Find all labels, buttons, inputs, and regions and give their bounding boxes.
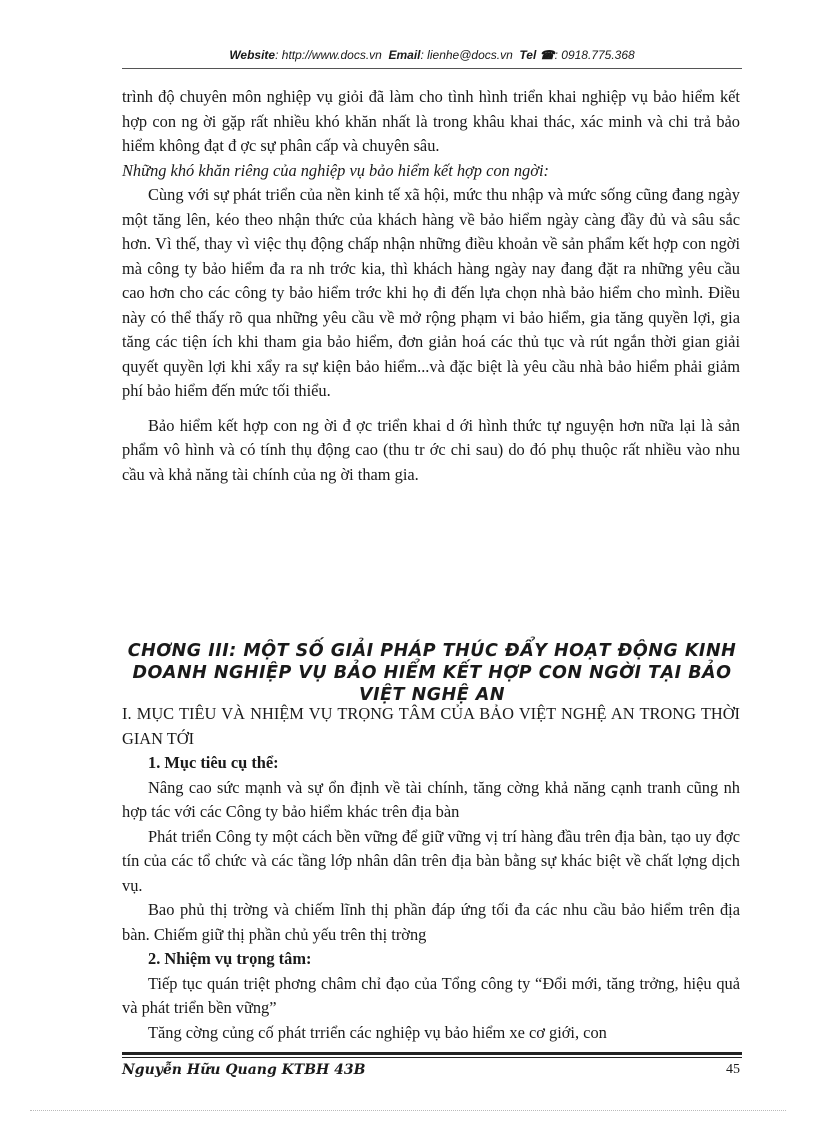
section-block (122, 702, 740, 1045)
section-title: I. MỤC TIÊU VÀ NHIỆM VỤ TRỌNG TÂM CỦA BẢO VIỆT NGHỆ AN TRONG THỜI GIAN TỚI (122, 704, 740, 748)
website-label: Website (229, 48, 276, 62)
footer-divider-thick (122, 1052, 742, 1055)
chapter-title: CHƠNG III: MỘT SỐ GIẢI PHÁP THÚC ĐẨY HOẠT ĐỘNG KINH DOANH NGHIỆP VỤ BẢO HIỂM KẾT HỢP CON NGỜI TẠI BẢO VIỆT NGHỆ AN (127, 641, 737, 705)
paragraph-3: Cùng với sự phát triển của nền kinh tế xã hội, mức thu nhập và mức sống cũng đang ngày một tăng lên, kéo theo nhận thức của khách hàng về bảo hiểm ngày càng đầy đủ và sâu sắc hơn. Vì thế, thay vì việc thụ động chấp nhận những điều khoản về sản phẩm kết hợp con ngời mà công ty bảo hiểm đa ra nh trớc kia, thì khách hàng ngày nay đang đặt ra những yêu cầu cao hơn cho các công ty bảo hiểm trớc khi họ đi đến lựa chọn nhà bảo hiểm cho mình. Điều này có thể thấy rõ qua những yêu cầu về mở rộng phạm vi bảo hiểm, gia tăng quyền lợi, gia tăng các tiện ích khi tham gia bảo hiểm, đơn giản hoá các thủ tục và rút ngắn thời gian giải quyết quyền lợi khi xẩy ra sự kiện bảo hiểm...và đặc biệt là yêu cầu nhà bảo hiểm phải giảm phí bảo hiểm đến mức tối thiểu. (122, 185, 740, 400)
goal-paragraph-3: Bao phủ thị trờng và chiếm lĩnh thị phần đáp ứng tối đa các nhu cầu bảo hiểm trên địa bàn. Chiếm giữ thị phần chủ yếu trên thị trờng (122, 900, 740, 944)
task-paragraph-1: Tiếp tục quán triệt phơng châm chỉ đạo của Tổng công ty “Đổi mới, tăng trởng, hiệu quả và phát triển bền vững” (122, 973, 740, 1017)
website-value: : http://www.docs.vn (275, 48, 382, 62)
email-value: : lienhe@docs.vn (420, 48, 513, 62)
paragraph-4: Bảo hiểm kết hợp con ng ời đ ợc triển khai d ới hình thức tự nguyện hơn nữa lại là sản phẩm vô hình và có tính thụ động cao (thu tr ớc chi sau) do đó phụ thuộc rất nhiều vào nhu cầu và khả năng tài chính của ng ời tham gia. (122, 415, 740, 484)
page-number: 45 (726, 1062, 740, 1077)
tel-value: : 0918.775.368 (554, 48, 635, 62)
goal-paragraph-1: Nâng cao sức mạnh và sự ổn định về tài chính, tăng cờng khả năng cạnh tranh cũng nh hợp tác với các Công ty bảo hiểm khác trên địa bàn (122, 777, 740, 821)
footer-author: Nguyễn Hữu Quang KTBH 43B (122, 1062, 366, 1078)
page-header (122, 48, 742, 62)
footer-divider-thin (122, 1057, 742, 1058)
body-text (122, 85, 740, 487)
email-label: Email (388, 48, 421, 62)
subheading-tasks: 2. Nhiệm vụ trọng tâm: (148, 949, 312, 968)
paragraph-heading: Những khó khăn riêng của nghiệp vụ bảo hiểm kết hợp con ngời: (122, 160, 550, 180)
subheading-goals: 1. Mục tiêu cụ thể: (148, 753, 279, 772)
goal-paragraph-2: Phát triển Công ty một cách bền vững để giữ vững vị trí hàng đầu trên địa bàn, tạo uy đợc tín của các tổ chức và các tầng lớp nhân dân trên địa bàn bằng sự khác biệt về chất lợng dịch vụ. (122, 826, 740, 895)
task-paragraph-2: Tăng cờng củng cố phát trriển các nghiệp vụ bảo hiểm xe cơ giới, con (148, 1022, 607, 1042)
paragraph-1: trình độ chuyên môn nghiệp vụ giỏi đã làm cho tình hình triển khai nghiệp vụ bảo hiểm kết hợp con ng ời gặp rất nhiều khó khăn nhất là trong khâu khai thác, xác minh và chi trả bảo hiểm không đạt đ ợc sự phân cấp và chuyên sâu. (122, 87, 740, 155)
header-divider (122, 68, 742, 69)
page-bottom-border (30, 1110, 786, 1111)
tel-label: Tel ☎ (519, 48, 555, 62)
paragraph-gap (122, 404, 740, 414)
